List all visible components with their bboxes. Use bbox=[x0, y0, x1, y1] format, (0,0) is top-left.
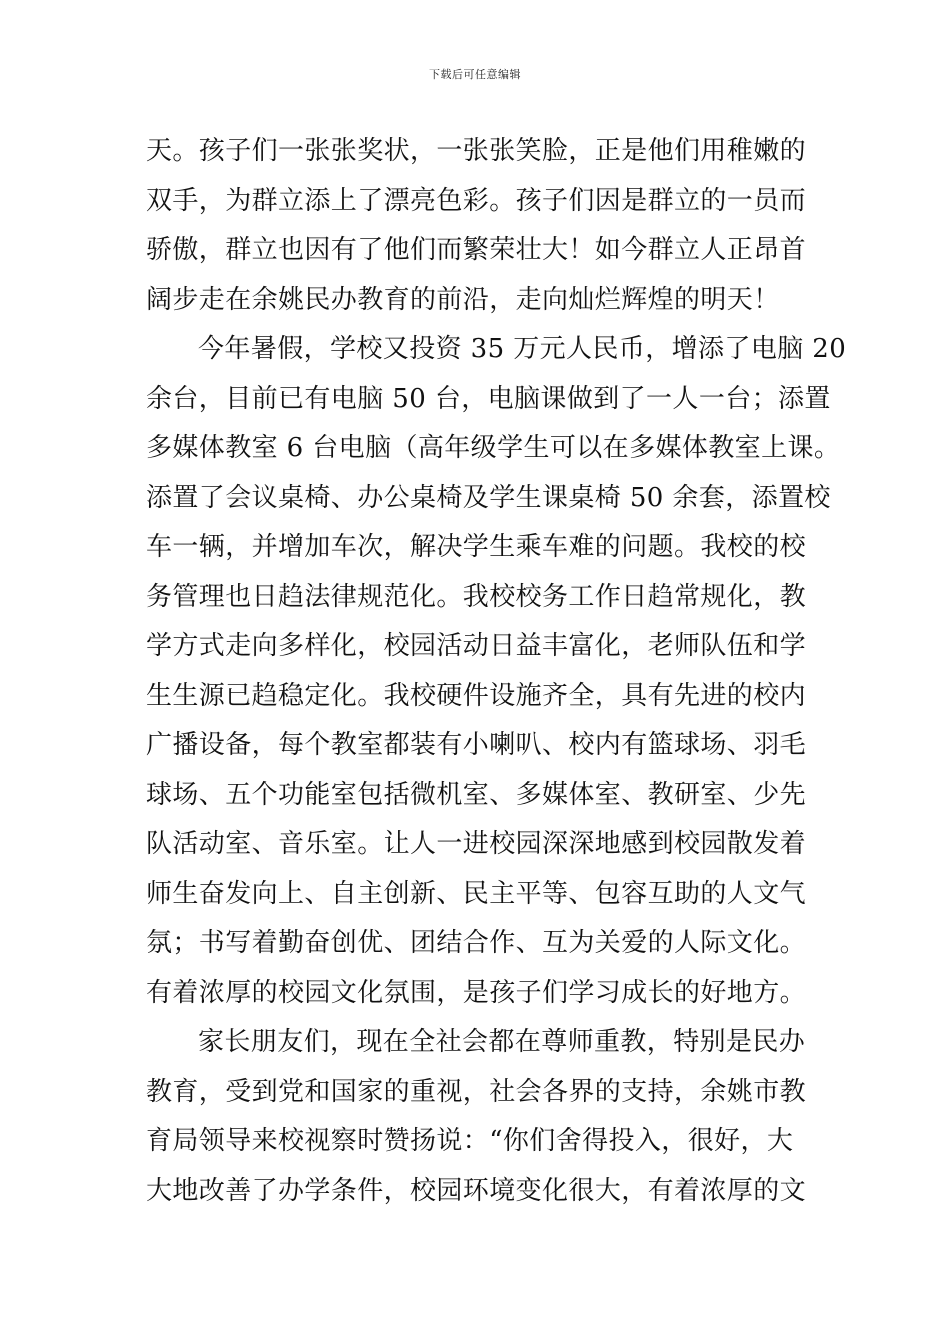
text-line: 师生奋发向上、自主创新、民主平等、包容互助的人文气 bbox=[146, 878, 807, 909]
text-line: 氛；书写着勤奋创优、团结合作、互为关爱的人际文化。 bbox=[146, 928, 807, 958]
text-line: 学方式走向多样化，校园活动日益丰富化，老师队伍和学 bbox=[146, 631, 807, 661]
text-line: 阔步走在余姚民办教育的前沿，走向灿烂辉煌的明天！ bbox=[146, 284, 780, 315]
text-line: 广播设备，每个教室都装有小喇叭、校内有篮球场、羽毛 bbox=[146, 730, 807, 760]
text-line: 骄傲，群立也因有了他们而繁荣壮大！如今群立人正昂首 bbox=[146, 235, 807, 265]
text-line: 队活动室、音乐室。让人一进校园深深地感到校园散发着 bbox=[146, 829, 807, 859]
text-line: 有着浓厚的校园文化氛围，是孩子们学习成长的好地方。 bbox=[146, 977, 807, 1008]
text-line: 务管理也日趋法律规范化。我校校务工作日趋常规化，教 bbox=[146, 581, 807, 612]
text-line: 双手，为群立添上了漂亮色彩。孩子们因是群立的一员而 bbox=[146, 185, 807, 216]
text-line: 育局领导来校视察时赞扬说：“你们舍得投入，很好，大 bbox=[146, 1126, 794, 1156]
text-line: 生生源已趋稳定化。我校硬件设施齐全，具有先进的校内 bbox=[146, 680, 807, 711]
text-line-first: 家长朋友们，现在全社会都在尊师重教，特别是民办 bbox=[198, 1027, 806, 1057]
text-line: 球场、五个功能室包括微机室、多媒体室、教研室、少先 bbox=[146, 779, 807, 810]
text-line: 多媒体教室 6 台电脑（高年级学生可以在多媒体教室上课。 bbox=[146, 433, 841, 463]
text-line: 车一辆，并增加车次，解决学生乘车难的问题。我校的校 bbox=[146, 532, 807, 562]
text-line: 大地改善了办学条件，校园环境变化很大，有着浓厚的文 bbox=[146, 1175, 807, 1206]
paragraph-3 bbox=[146, 1018, 808, 1216]
text-line-first: 今年暑假，学校又投资 35 万元人民币，增添了电脑 20 bbox=[198, 334, 847, 364]
text-line: 天。孩子们一张张奖状，一张张笑脸，正是他们用稚嫩的 bbox=[146, 136, 807, 166]
document-body bbox=[146, 127, 847, 1216]
paragraph-1 bbox=[146, 127, 808, 325]
text-line: 余台，目前已有电脑 50 台，电脑课做到了一人一台；添置 bbox=[146, 383, 831, 414]
paragraph-2 bbox=[146, 325, 847, 1018]
text-line: 添置了会议桌椅、办公桌椅及学生课桌椅 50 余套，添置校 bbox=[146, 482, 831, 513]
text-line: 教育，受到党和国家的重视，社会各界的支持，余姚市教 bbox=[146, 1076, 807, 1107]
page-header: 下载后可任意编辑 bbox=[429, 68, 521, 81]
